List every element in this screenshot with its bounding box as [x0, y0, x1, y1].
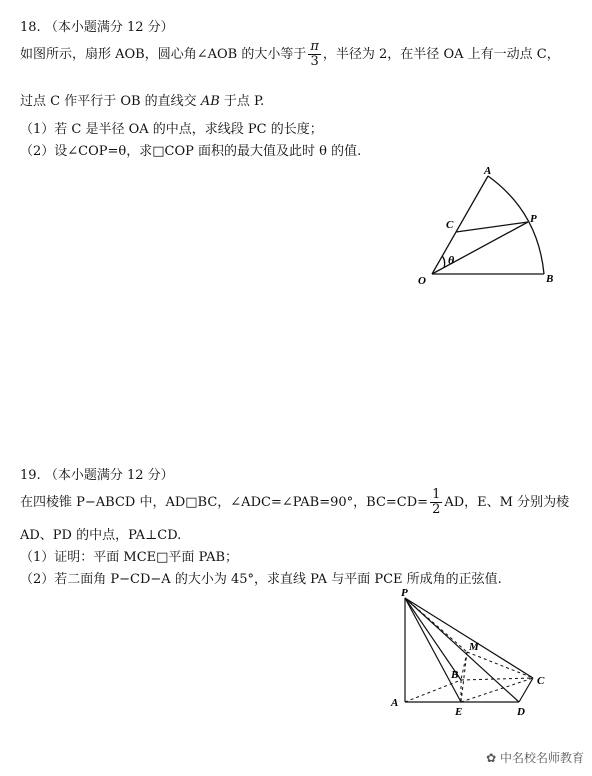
- q19-line2: AD、PD 的中点，PA⊥CD.: [20, 528, 182, 543]
- q18-part2: （2）设∠COP=θ，求□COP 面积的最大值及此时 θ 的值.: [20, 144, 362, 159]
- q18-heading: [20, 16, 174, 35]
- q18-label-b: B: [546, 273, 554, 285]
- q18-label-o: O: [418, 275, 426, 287]
- q19-label-m: M: [469, 641, 479, 653]
- q19-frac-den: 2: [432, 502, 441, 517]
- q18-frac-den: 3: [310, 54, 319, 69]
- q18-part1: （1）若 C 是半径 OA 的中点，求线段 PC 的长度；: [20, 122, 323, 137]
- q19-label-a: A: [391, 697, 399, 709]
- q18-line2-text: 过点 C 作平行于 OB 的直线交: [20, 94, 197, 109]
- q18-score: （本小题满分 12 分）: [44, 20, 174, 35]
- q19-score: （本小题满分 12 分）: [44, 468, 174, 483]
- q18-label-c: C: [446, 219, 454, 231]
- q18-line1: [20, 40, 560, 69]
- q19-fraction: [430, 488, 442, 517]
- q19-part2: （2）若二面角 P−CD−A 的大小为 45°，求直线 PA 与平面 PCE 所成角的正弦值.: [20, 572, 502, 587]
- q19-number: 19.: [20, 468, 41, 483]
- q18-label-p: P: [530, 213, 537, 225]
- q19-frac-num: 1: [432, 487, 441, 502]
- watermark: [486, 749, 584, 766]
- q19-label-d: D: [517, 706, 525, 718]
- q19-label-b: B: [451, 669, 459, 681]
- q19-label-e: E: [455, 706, 463, 718]
- q19-line1: [20, 488, 569, 517]
- q18-frac-num: π: [310, 39, 319, 54]
- q18-number: 18.: [20, 20, 41, 35]
- q18-label-theta: θ: [448, 253, 455, 267]
- q18-line2-tail: 于点 P.: [223, 94, 265, 109]
- q18-line2: [20, 90, 264, 109]
- q18-label-a: A: [484, 165, 492, 177]
- q19-pyramid-figure: [385, 588, 565, 718]
- q18-fraction: [308, 40, 321, 69]
- q18-line1-tail: ，半径为 2，在半径 OA 上有一动点 C，: [322, 47, 560, 62]
- q19-line1-tail: AD，E、M 分别为棱: [444, 495, 570, 510]
- q19-heading: [20, 464, 174, 483]
- q19-label-c: C: [537, 675, 545, 687]
- q19-line1-text: 在四棱锥 P−ABCD 中，AD□BC，∠ADC=∠PAB=90°，BC=CD=: [20, 495, 429, 510]
- q19-part1: （1）证明：平面 MCE□平面 PAB；: [20, 550, 239, 565]
- q18-arc-ab: AB: [200, 94, 220, 109]
- q18-sector-figure: [410, 162, 570, 292]
- watermark-icon: ✿: [486, 751, 497, 765]
- q18-line1-text: 如图所示，扇形 AOB，圆心角∠AOB 的大小等于: [20, 47, 307, 62]
- watermark-text: 中名校名师教育: [499, 751, 584, 765]
- q19-label-p: P: [401, 588, 408, 599]
